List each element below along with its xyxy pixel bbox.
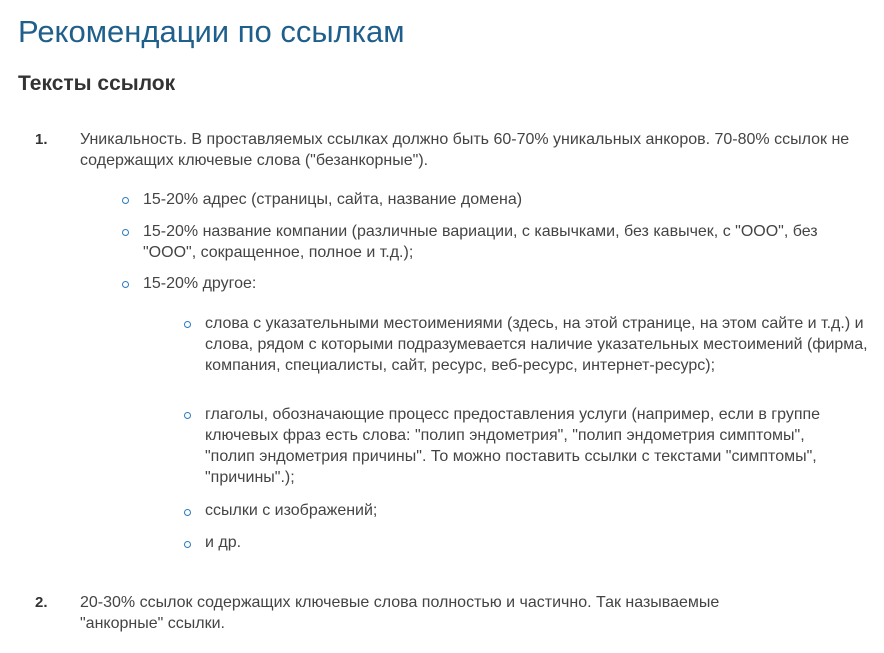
circle-bullet-icon [184, 509, 191, 516]
list-number: 1. [35, 131, 48, 148]
list-item-text: Уникальность. В проставляемых ссылках должно быть 60-70% уникальных анкоров. 70-80% ссылок не содержащих ключевые слова ("безанкорные"). [80, 131, 850, 169]
sub-sub-item-text: ссылки с изображений; [205, 502, 378, 519]
sub-item-text: 15-20% адрес (страницы, сайта, название домена) [143, 191, 523, 208]
sub-sub-item-text: глаголы, обозначающие процесс предоставления услуги (например, если в группе ключевых фраз есть слова: "полип эндометрия", "полип эндометрия симптомы", "полип эндометрия причины". То можно поставить ссылки с текстами "симптомы", "причины".); [205, 406, 821, 486]
circle-bullet-icon [122, 281, 129, 288]
page-title: Рекомендации по ссылкам [18, 14, 405, 49]
sub-item-text: 15-20% другое: [143, 275, 257, 292]
section-title: Тексты ссылок [18, 72, 176, 95]
sub-item-text: 15-20% название компании (различные вариации, с кавычками, без кавычек, с "ООО", без "ООО", сокращенное, полное и т.д.); [143, 223, 818, 261]
circle-bullet-icon [184, 541, 191, 548]
circle-bullet-icon [184, 412, 191, 419]
circle-bullet-icon [122, 229, 129, 236]
sub-sub-item-text: слова с указательными местоимениями (здесь, на этой странице, на этом сайте и т.д.) и слова, рядом с которыми подразумевается наличие указательных местоимений (фирма, компания, специалисты, сайт, ресурс, веб-ресурс, интернет-ресурс); [205, 315, 868, 374]
list-number: 2. [35, 594, 48, 611]
circle-bullet-icon [122, 197, 129, 204]
circle-bullet-icon [184, 321, 191, 328]
list-item-text: 20-30% ссылок содержащих ключевые слова полностью и частично. Так называемые "анкорные" ссылки. [80, 594, 720, 632]
sub-sub-item-text: и др. [205, 534, 242, 551]
